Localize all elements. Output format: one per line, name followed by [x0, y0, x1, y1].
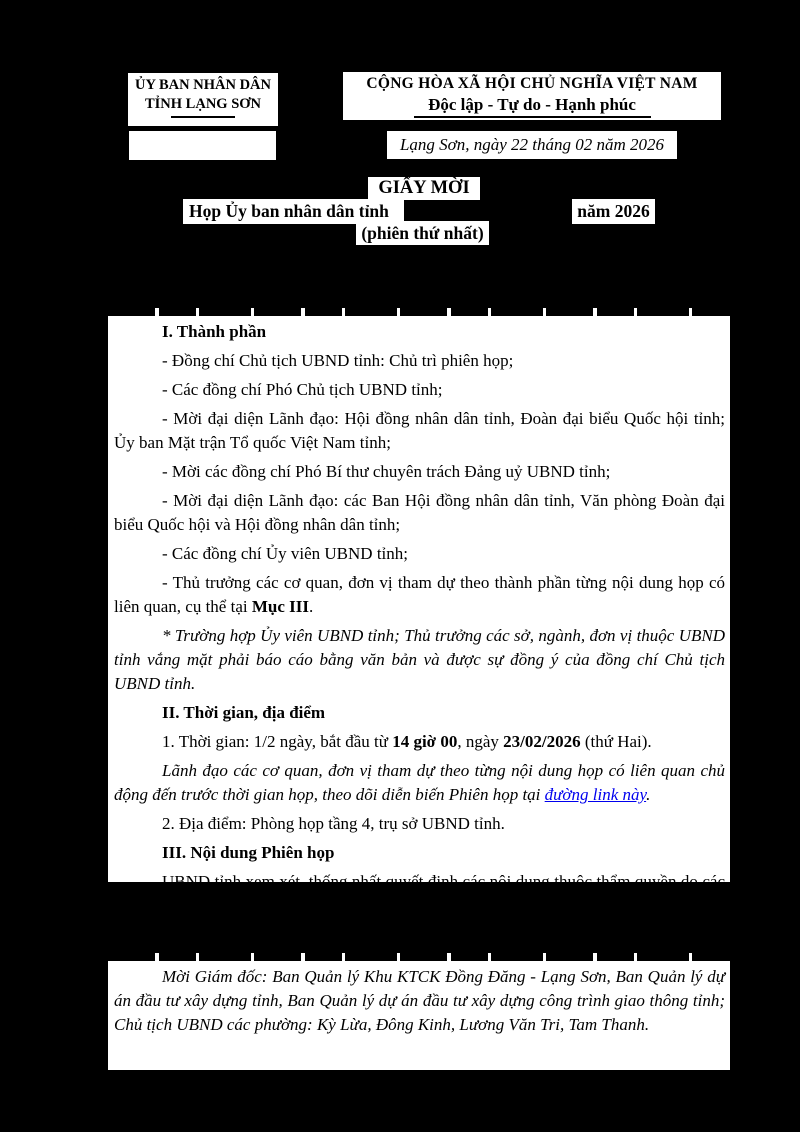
text-run: - Mời các đồng chí Phó Bí thư chuyên trách Đảng uỷ UBND tỉnh; [162, 462, 611, 481]
meeting-title-suffix: năm 2026 [572, 199, 655, 224]
meeting-stream-link[interactable]: đường link này [544, 785, 647, 804]
redacted-line [108, 308, 730, 316]
org-underline [171, 116, 235, 118]
national-motto-box [343, 72, 721, 120]
text-run: UBND tỉnh xem xét, thống nhất quyết định các nội dung thuộc thẩm quyền do các Sở, ngành trình, cụ thể như sau: [114, 872, 725, 915]
document-paragraph [114, 571, 725, 619]
text-run: * Trường hợp Ủy viên UBND tỉnh; Thủ trưởng các sở, ngành, đơn vị thuộc UBND tỉnh vắng mặt phải báo cáo bằng văn bản và được sự đồng ý của đồng chí Chủ tịch UBND tỉnh. [114, 626, 725, 693]
text-run: - Mời đại diện Lãnh đạo: các Ban Hội đồng nhân dân tỉnh, Văn phòng Đoàn đại biểu Quốc hội và Hội đồng nhân dân tỉnh; [114, 491, 725, 534]
footer-note-box [108, 953, 730, 1070]
document-paragraph [114, 730, 725, 754]
text-run: - Đồng chí Chủ tịch UBND tỉnh: Chủ trì phiên họp; [162, 351, 514, 370]
document-paragraph [114, 759, 725, 807]
title-redaction [0, 0, 168, 28]
text-run: (thứ Hai). [580, 732, 652, 751]
text-run: Lãnh đạo các cơ quan, đơn vị tham dự theo từng nội dung họp có liên quan chủ động đến trước thời gian họp, theo dõi diễn biến Phiên họp tại [114, 761, 725, 804]
document-paragraph [114, 542, 725, 566]
document-paragraph [114, 965, 725, 1037]
text-run: III. Nội dung Phiên họp [162, 843, 335, 862]
document-paragraph [114, 812, 725, 836]
text-run: - Mời đại diện Lãnh đạo: Hội đồng nhân dân tỉnh, Đoàn đại biểu Quốc hội tỉnh; Ủy ban Mặt trận Tổ quốc Việt Nam tỉnh; [114, 409, 725, 452]
document-paragraph [114, 870, 725, 918]
redacted-line [108, 953, 730, 961]
document-type-title: GIẤY MỜI [368, 177, 480, 200]
body-paragraphs [114, 320, 725, 918]
motto-underline [414, 116, 651, 118]
document-paragraph [114, 378, 725, 402]
doc-number: Số: 41 /GM-UBND [149, 166, 292, 183]
meeting-title-prefix: Họp Ủy ban nhân dân tỉnh [183, 199, 404, 224]
document-paragraph [114, 407, 725, 455]
org-name-line2: TỈNH LẠNG SƠN [144, 96, 262, 112]
issuing-org-box [128, 73, 278, 126]
text-run: 1. Thời gian: 1/2 ngày, bắt đầu từ [162, 732, 393, 751]
document-paragraph [114, 489, 725, 537]
footer-paragraphs [114, 965, 725, 1037]
text-run: , ngày [457, 732, 504, 751]
text-run: - Các đồng chí Phó Chủ tịch UBND tỉnh; [162, 380, 443, 399]
text-run: . [646, 785, 651, 804]
national-motto: Độc lập - Tự do - Hạnh phúc [428, 95, 636, 114]
text-run: . [309, 597, 314, 616]
text-run: Mời Giám đốc: Ban Quản lý Khu KTCK Đồng Đăng - Lạng Sơn, Ban Quản lý dự án đầu tư xây dựng tỉnh, Ban Quản lý dự án đầu tư xây dựng công trình giao thông tỉnh; Chủ tịch UBND các phường: Kỳ Lừa, Đông Kinh, Lương Văn Tri, Tam Thanh. [114, 967, 725, 1034]
text-run: II. Thời gian, địa điểm [162, 703, 326, 722]
document-paragraph [114, 460, 725, 484]
body-text-box [108, 308, 730, 915]
text-run: 2. Địa điểm: Phòng họp tầng 4, trụ sở UBND tỉnh. [162, 814, 505, 833]
doc-number-box [129, 131, 292, 183]
document-paragraph [114, 624, 725, 696]
text-run: I. Thành phần [162, 322, 267, 341]
text-run: Mục III [251, 597, 309, 616]
org-name-line1: ỦY BAN NHÂN DÂN [134, 77, 271, 93]
text-run: 14 giờ 00 [392, 732, 458, 751]
session-subtitle: (phiên thứ nhất) [356, 221, 489, 245]
document-paragraph [114, 841, 725, 865]
document-paragraph [114, 320, 725, 344]
document-paragraph [114, 701, 725, 725]
national-name: CỘNG HÒA XÃ HỘI CHỦ NGHĨA VIỆT NAM [366, 75, 698, 92]
place-date-line: Lạng Sơn, ngày 22 tháng 02 năm 2026 [387, 131, 677, 159]
text-run: - Các đồng chí Ủy viên UBND tỉnh; [162, 544, 408, 563]
text-run: - Thủ trưởng các cơ quan, đơn vị tham dự theo thành phần từng nội dung họp có liên quan, cụ thể tại [114, 573, 725, 616]
text-run: 23/02/2026 [503, 732, 581, 751]
document-paragraph [114, 349, 725, 373]
